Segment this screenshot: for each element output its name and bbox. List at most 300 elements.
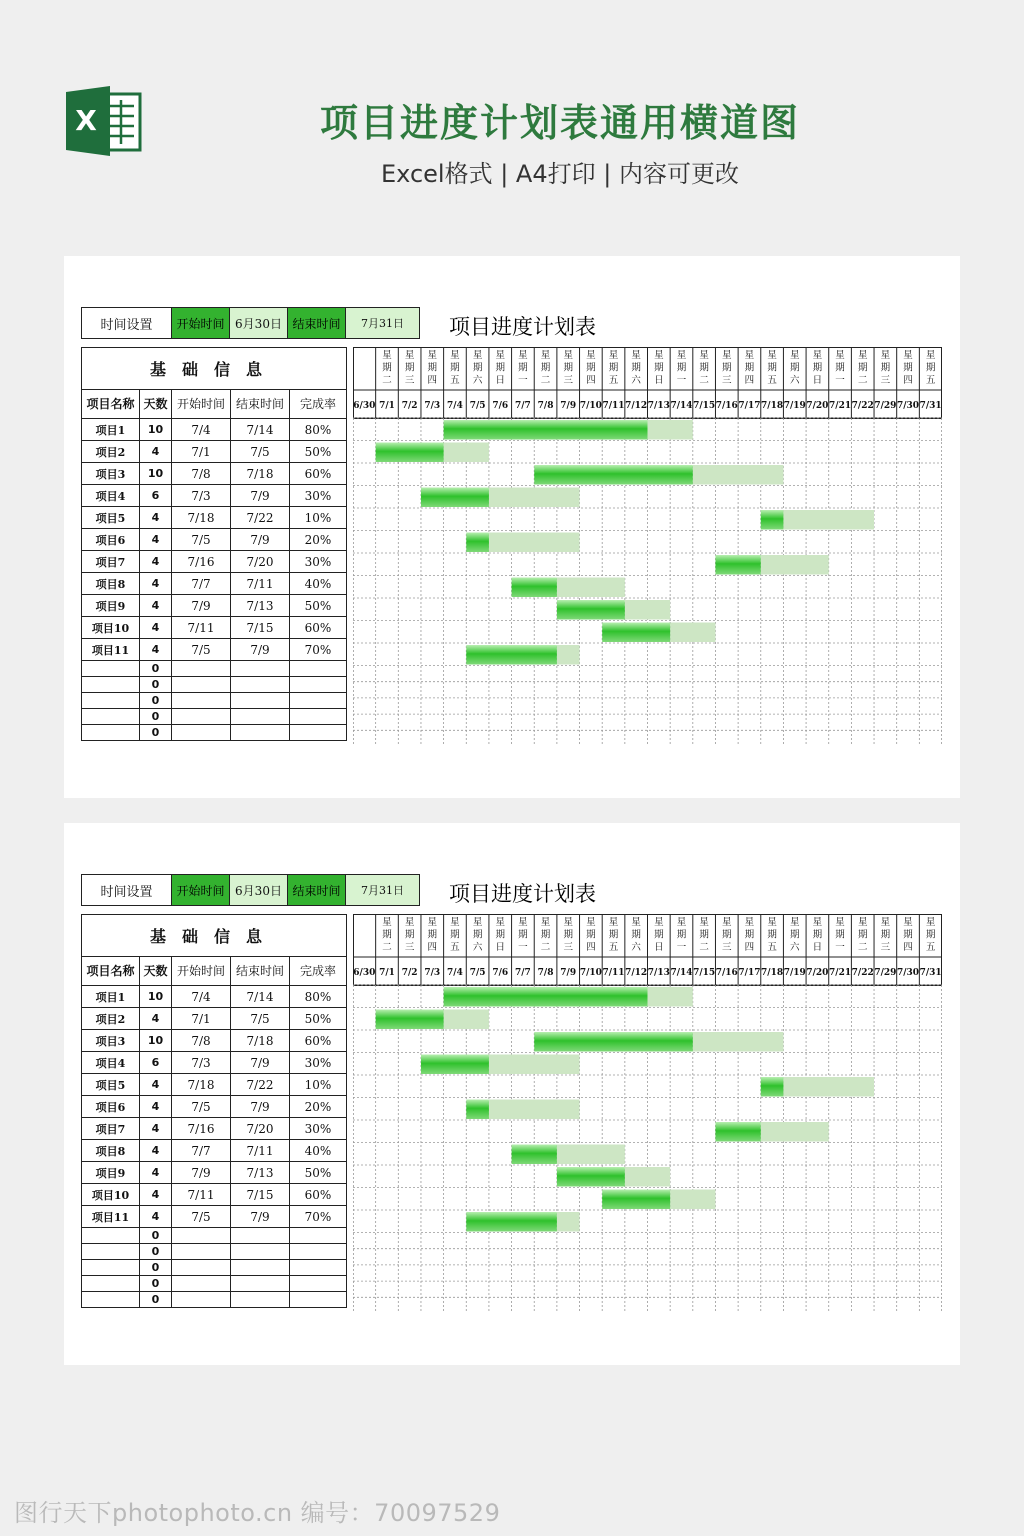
weekday-label: 四 [586,375,596,386]
weekday-label: 期 [654,929,664,941]
weekday-label: 星 [654,917,664,928]
weekday-label: 期 [835,929,845,941]
bar-complete [557,600,625,620]
date-label: 7/15 [693,968,716,978]
weekday-label: 星 [699,350,709,361]
weekday-label: 星 [925,917,936,928]
project-name [82,677,140,693]
project-days: 0 [140,661,172,677]
date-label: 7/16 [715,401,738,411]
weekday-label: 日 [654,375,664,386]
bar-remaining [489,488,580,508]
bar-complete [602,623,670,643]
project-days: 0 [140,1276,172,1292]
table-row-empty [82,1260,347,1276]
date-label: 7/17 [738,968,761,978]
bar-complete [466,1100,489,1120]
bar-remaining [693,1032,784,1052]
weekday-label: 期 [835,362,845,374]
sheet-card-1 [64,256,960,798]
project-percent: 50% [290,441,347,463]
table-row [82,1206,347,1228]
date-label: 7/30 [896,401,920,411]
project-start: 7/5 [172,1096,231,1118]
project-name [82,725,140,741]
time-settings [81,874,420,906]
project-end [231,1276,290,1292]
column-header: 项目名称 [82,957,140,986]
date-label: 7/17 [738,401,761,411]
weekday-label: 星 [857,350,868,361]
project-days: 4 [140,441,172,463]
project-percent: 40% [290,1140,347,1162]
table-row [82,986,347,1008]
project-end: 7/14 [231,419,290,441]
weekday-label: 期 [404,362,415,374]
weekday-label: 期 [699,362,709,374]
project-end: 7/9 [231,1096,290,1118]
project-days: 0 [140,1244,172,1260]
project-end: 7/22 [231,1074,290,1096]
weekday-label: 期 [857,929,868,941]
project-start: 7/3 [172,1052,231,1074]
weekday-label: 星 [812,350,823,361]
weekday-label: 期 [472,929,483,941]
project-start: 7/16 [172,551,231,573]
date-label: 7/22 [851,401,874,411]
date-label: 7/5 [469,401,486,411]
bar-remaining [489,533,580,553]
project-days: 4 [140,529,172,551]
weekday-label: 期 [540,929,551,941]
date-label: 7/10 [579,968,602,978]
project-start: 7/11 [172,1184,231,1206]
weekday-label: 期 [676,929,687,941]
table-row-empty [82,1276,347,1292]
weekday-label: 期 [472,362,483,374]
bar-complete [376,1010,444,1030]
weekday-label: 三 [722,942,732,953]
bar-remaining [670,623,715,643]
weekday-label: 四 [427,942,438,953]
project-percent: 30% [290,551,347,573]
bar-complete [602,1190,670,1210]
project-percent: 30% [290,1052,347,1074]
project-name [82,1276,140,1292]
project-start: 7/16 [172,1118,231,1140]
date-label: 7/16 [715,968,738,978]
weekday-label: 二 [382,375,392,386]
weekday-label: 一 [835,375,845,386]
weekday-label: 星 [382,350,392,361]
date-label: 7/21 [829,968,852,978]
date-label: 7/3 [424,401,441,411]
project-start: 7/8 [172,1030,231,1052]
weekday-label: 二 [540,942,551,953]
project-days: 0 [140,725,172,741]
bar-complete [715,555,760,575]
project-percent: 60% [290,617,347,639]
bar-complete [421,488,489,508]
weekday-label: 四 [744,375,755,386]
weekday-label: 三 [722,375,732,386]
project-percent: 80% [290,986,347,1008]
weekday-label: 二 [382,942,392,953]
project-start: 7/11 [172,617,231,639]
weekday-label: 期 [925,929,936,941]
time-settings-label: 时间设置 [82,875,172,906]
bar-complete [512,1145,557,1165]
weekday-label: 期 [699,929,709,941]
project-days: 10 [140,463,172,485]
project-end: 7/5 [231,1008,290,1030]
weekday-label: 期 [404,929,415,941]
date-label: 7/12 [625,968,648,978]
project-start: 7/4 [172,986,231,1008]
date-label: 7/22 [851,968,874,978]
project-end [231,661,290,677]
project-end [231,725,290,741]
logo-letter: X [75,104,97,137]
weekday-label: 期 [812,929,823,941]
project-start: 7/7 [172,573,231,595]
project-name [82,1260,140,1276]
project-start: 7/1 [172,441,231,463]
weekday-label: 星 [563,350,573,361]
table-row [82,1008,347,1030]
weekday-label: 三 [880,942,891,953]
weekday-label: 期 [563,929,573,941]
project-end [231,677,290,693]
weekday-label: 星 [835,917,845,928]
table-row [82,1184,347,1206]
date-label: 7/13 [647,401,670,411]
weekday-label: 星 [835,350,845,361]
project-days: 0 [140,677,172,693]
date-label: 7/8 [537,401,554,411]
column-header: 天数 [140,390,172,419]
weekday-label: 期 [744,362,755,374]
gantt-chart [353,914,942,1313]
date-label: 7/31 [919,401,942,411]
project-name: 项目8 [82,1140,140,1162]
bar-complete [421,1055,489,1075]
table-row-empty [82,1228,347,1244]
date-label: 7/1 [379,401,395,411]
column-header: 完成率 [290,390,347,419]
bar-remaining [783,1077,874,1097]
weekday-label: 星 [789,917,800,928]
weekday-label: 期 [586,929,596,941]
watermark: 图行天下photophoto.cn 编号：70097529 [14,1499,501,1527]
date-label: 7/20 [806,401,829,411]
date-label: 7/9 [560,401,577,411]
weekday-label: 日 [495,375,506,386]
bar-remaining [693,465,784,485]
project-end: 7/20 [231,551,290,573]
weekday-label: 六 [472,942,483,953]
date-label: 7/6 [492,401,509,411]
weekday-label: 期 [540,362,551,374]
project-percent [290,1228,347,1244]
project-start: 7/9 [172,595,231,617]
project-days: 4 [140,1206,172,1228]
date-label: 7/31 [919,968,942,978]
table-row [82,1096,347,1118]
table-row [82,1162,347,1184]
project-days: 6 [140,1052,172,1074]
bar-remaining [444,1010,489,1030]
weekday-label: 期 [427,929,438,941]
weekday-label: 一 [518,942,528,953]
bar-remaining [625,600,670,620]
date-label: 7/14 [670,968,693,978]
date-label: 7/18 [761,968,784,978]
weekday-label: 星 [744,917,755,928]
project-name: 项目8 [82,573,140,595]
project-percent [290,1244,347,1260]
date-label: 7/4 [447,401,463,411]
project-name: 项目11 [82,1206,140,1228]
project-end [231,693,290,709]
sheet-title: 项目进度计划表 [449,882,596,906]
table-row-empty [82,1292,347,1308]
weekday-label: 星 [495,917,506,928]
project-name [82,693,140,709]
column-header: 结束时间 [231,390,290,419]
project-days: 0 [140,693,172,709]
table-row-empty [82,709,347,725]
bar-remaining [557,578,625,598]
project-name: 项目3 [82,1030,140,1052]
weekday-label: 期 [518,362,528,374]
date-label: 7/13 [647,968,670,978]
weekday-label: 星 [767,350,777,361]
project-start: 7/5 [172,529,231,551]
project-end: 7/5 [231,441,290,463]
weekday-label: 星 [722,917,732,928]
bar-complete [557,1167,625,1187]
weekday-label: 期 [450,929,460,941]
sheet-card-2 [64,823,960,1365]
weekday-label: 星 [472,917,483,928]
info-header: 基础信息 [82,915,347,957]
weekday-label: 星 [857,917,868,928]
bar-remaining [648,420,693,440]
weekday-label: 星 [608,917,619,928]
project-percent: 10% [290,1074,347,1096]
date-label: 7/7 [514,401,531,411]
bar-remaining [489,1100,580,1120]
bar-remaining [557,1212,580,1232]
weekday-label: 二 [857,942,868,953]
project-days: 0 [140,709,172,725]
project-start: 7/3 [172,485,231,507]
date-label: 7/7 [514,968,531,978]
weekday-label: 星 [631,350,641,361]
weekday-label: 期 [563,362,573,374]
project-start [172,725,231,741]
project-days: 4 [140,1162,172,1184]
date-label: 7/30 [896,968,920,978]
bar-remaining [557,1145,625,1165]
weekday-label: 六 [789,942,800,953]
start-time-value: 6月30日 [230,308,288,339]
weekday-label: 四 [903,942,913,953]
bar-remaining [783,510,874,530]
project-end: 7/13 [231,1162,290,1184]
table-row [82,1074,347,1096]
end-time-label: 结束时间 [288,875,346,906]
weekday-label: 星 [654,350,664,361]
weekday-label: 星 [518,350,528,361]
excel-logo-icon [66,86,142,156]
date-label: 7/15 [693,401,716,411]
project-start [172,1260,231,1276]
weekday-label: 星 [880,917,891,928]
project-days: 4 [140,573,172,595]
table-row [82,1052,347,1074]
time-settings [81,307,420,339]
date-label: 7/20 [806,968,829,978]
project-end [231,1228,290,1244]
weekday-label: 期 [880,929,891,941]
bar-remaining [625,1167,670,1187]
time-settings-label: 时间设置 [82,308,172,339]
weekday-label: 期 [631,362,641,374]
column-header: 开始时间 [172,957,231,986]
project-days: 4 [140,1140,172,1162]
project-start: 7/4 [172,419,231,441]
weekday-label: 五 [608,375,619,386]
project-end: 7/14 [231,986,290,1008]
project-name: 项目5 [82,507,140,529]
date-label: 7/29 [874,968,897,978]
weekday-label: 星 [495,350,506,361]
start-time-label: 开始时间 [172,875,230,906]
project-percent: 70% [290,639,347,661]
project-end: 7/13 [231,595,290,617]
project-days: 4 [140,1008,172,1030]
weekday-label: 日 [812,942,823,953]
weekday-label: 星 [382,917,392,928]
project-end: 7/9 [231,639,290,661]
project-start [172,1292,231,1308]
column-header: 完成率 [290,957,347,986]
weekday-label: 期 [382,362,392,374]
weekday-label: 期 [789,929,800,941]
bar-complete [761,510,784,530]
project-percent [290,1276,347,1292]
weekday-label: 期 [767,929,777,941]
weekday-label: 五 [767,375,777,386]
project-name: 项目1 [82,419,140,441]
date-label: 7/19 [783,968,806,978]
date-label: 7/11 [602,401,625,411]
project-end [231,1292,290,1308]
project-name [82,1244,140,1260]
project-percent: 50% [290,1008,347,1030]
weekday-label: 二 [857,375,868,386]
date-label: 7/2 [401,401,418,411]
project-percent: 10% [290,507,347,529]
table-row [82,1140,347,1162]
weekday-label: 期 [925,362,936,374]
project-percent [290,693,347,709]
project-name: 项目1 [82,986,140,1008]
project-end [231,1260,290,1276]
project-days: 10 [140,986,172,1008]
date-label: 7/9 [560,968,577,978]
weekday-label: 期 [767,362,777,374]
project-name: 项目6 [82,1096,140,1118]
weekday-label: 星 [427,350,438,361]
weekday-label: 星 [699,917,709,928]
weekday-label: 星 [586,917,596,928]
column-header: 结束时间 [231,957,290,986]
project-start [172,1228,231,1244]
project-percent: 70% [290,1206,347,1228]
weekday-label: 星 [540,917,551,928]
weekday-label: 一 [835,942,845,953]
bar-complete [512,578,557,598]
info-table [81,347,347,741]
weekday-label: 期 [631,929,641,941]
bar-complete [466,1212,557,1232]
table-row-empty [82,693,347,709]
project-days: 10 [140,419,172,441]
project-name [82,1292,140,1308]
weekday-label: 一 [518,375,528,386]
weekday-label: 期 [450,362,460,374]
project-start: 7/8 [172,463,231,485]
date-label: 7/1 [379,968,395,978]
table-row [82,463,347,485]
project-end: 7/9 [231,529,290,551]
date-label: 7/8 [537,968,554,978]
weekday-label: 四 [427,375,438,386]
weekday-label: 星 [676,917,687,928]
project-start [172,661,231,677]
weekday-label: 五 [450,375,460,386]
project-percent [290,1260,347,1276]
date-label: 7/3 [424,968,441,978]
column-header: 项目名称 [82,390,140,419]
project-name: 项目11 [82,639,140,661]
start-time-label: 开始时间 [172,308,230,339]
weekday-label: 日 [495,942,506,953]
project-start: 7/7 [172,1140,231,1162]
project-start [172,709,231,725]
project-percent: 30% [290,1118,347,1140]
project-start [172,1244,231,1260]
project-percent: 50% [290,1162,347,1184]
weekday-label: 星 [563,917,573,928]
bar-complete [444,987,648,1007]
bar-remaining [670,1190,715,1210]
weekday-label: 二 [540,375,551,386]
date-label: 6/30 [353,968,376,978]
project-end: 7/20 [231,1118,290,1140]
weekday-label: 期 [812,362,823,374]
table-row [82,1030,347,1052]
date-label: 7/29 [874,401,897,411]
date-label: 7/6 [492,968,509,978]
project-percent [290,1292,347,1308]
column-header: 天数 [140,957,172,986]
weekday-label: 星 [767,917,777,928]
table-row [82,441,347,463]
